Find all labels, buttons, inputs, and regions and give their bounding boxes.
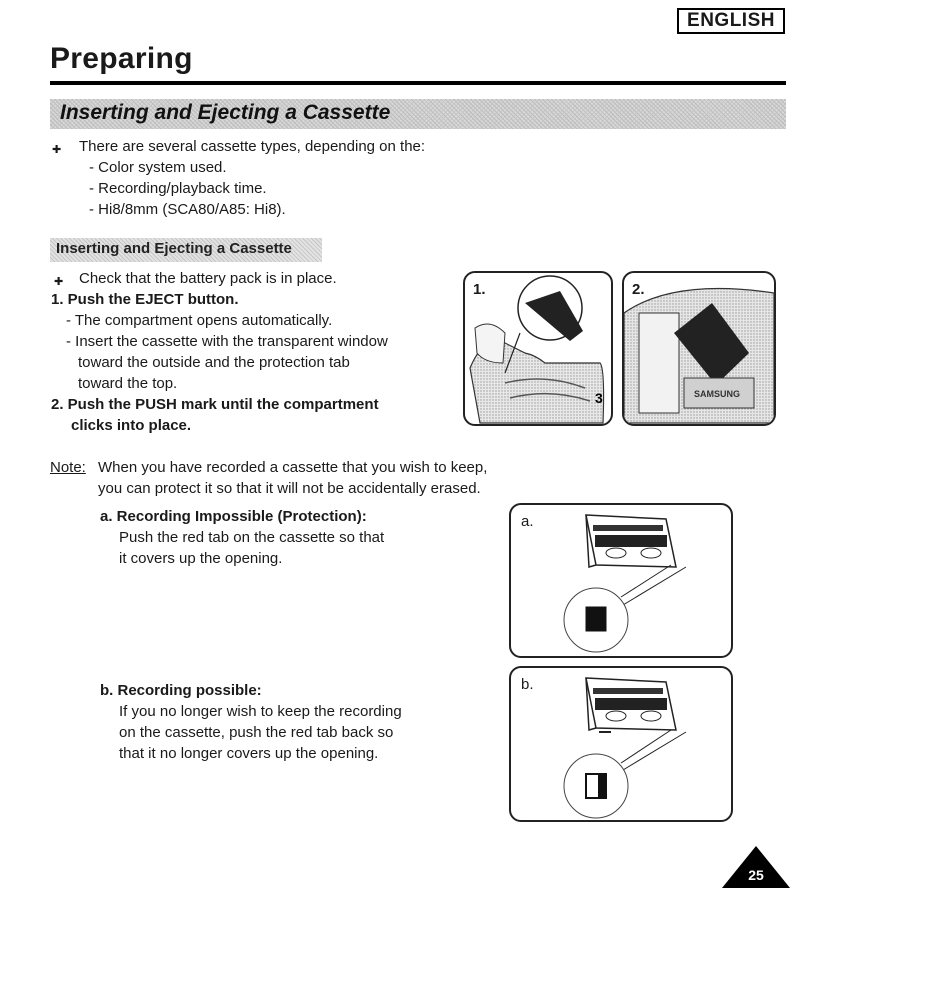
cassette-panel-a bbox=[509, 503, 733, 658]
intro-text: There are several cassette types, depending on the: bbox=[79, 138, 426, 155]
step1-item: toward the outside and the protection tab bbox=[78, 354, 350, 371]
note-label: Note: bbox=[50, 459, 86, 476]
protection-a-title: a. Recording Impossible (Protection): bbox=[100, 508, 367, 525]
protection-b-line: that it no longer covers up the opening. bbox=[119, 745, 379, 762]
intro-bullet-icon: ✚ bbox=[52, 144, 62, 156]
title-rule bbox=[50, 81, 786, 85]
protection-b-title: b. Recording possible: bbox=[100, 682, 262, 699]
protection-b-line: If you no longer wish to keep the recording bbox=[119, 703, 402, 720]
step2-heading: 2. Push the PUSH mark until the compartment bbox=[51, 396, 379, 413]
section-banner bbox=[50, 99, 786, 129]
cassette-panel-b bbox=[509, 666, 733, 822]
check-bullet-icon: ✚ bbox=[54, 276, 64, 288]
camcorder-insert-illustration bbox=[624, 273, 776, 426]
figure-1-label: 1. bbox=[473, 281, 486, 298]
panel-a-label: a. bbox=[521, 513, 534, 530]
intro-item: - Color system used. bbox=[89, 159, 227, 176]
brand-text: SAMSUNG bbox=[694, 389, 741, 399]
protection-a-line: it covers up the opening. bbox=[119, 550, 283, 567]
step1-item: - Insert the cassette with the transparent window bbox=[66, 333, 388, 350]
cassette-recordable-illustration bbox=[511, 668, 733, 822]
camcorder-eject-illustration bbox=[465, 273, 613, 426]
protection-b-line: on the cassette, push the red tab back so bbox=[119, 724, 394, 741]
svg-text:3: 3 bbox=[595, 390, 603, 406]
intro-item: - Recording/playback time. bbox=[89, 180, 267, 197]
page-number: 25 bbox=[748, 867, 764, 883]
banner-title: Inserting and Ejecting a Cassette bbox=[60, 101, 391, 124]
protection-a-line: Push the red tab on the cassette so that bbox=[119, 529, 385, 546]
step1-item: - The compartment opens automatically. bbox=[66, 312, 333, 329]
step1-item: toward the top. bbox=[78, 375, 178, 392]
note-line: When you have recorded a cassette that you wish to keep, bbox=[98, 459, 488, 476]
figure-2-label: 2. bbox=[632, 281, 645, 298]
figure-1-panel bbox=[463, 271, 613, 426]
intro-item: - Hi8/8mm (SCA80/A85: Hi8). bbox=[89, 201, 286, 218]
panel-b-label: b. bbox=[521, 676, 534, 693]
step2-heading-cont: clicks into place. bbox=[71, 417, 192, 434]
subsection-banner bbox=[50, 238, 322, 262]
step1-heading: 1. Push the EJECT button. bbox=[51, 291, 239, 308]
note-line: you can protect it so that it will not be accidentally erased. bbox=[98, 480, 481, 497]
subsection-title: Inserting and Ejecting a Cassette bbox=[56, 240, 292, 257]
figure-2-panel bbox=[622, 271, 776, 426]
language-badge: ENGLISH bbox=[677, 8, 785, 34]
cassette-protected-illustration bbox=[511, 505, 733, 658]
check-text: Check that the battery pack is in place. bbox=[79, 270, 337, 287]
section-title: Preparing bbox=[50, 42, 193, 75]
